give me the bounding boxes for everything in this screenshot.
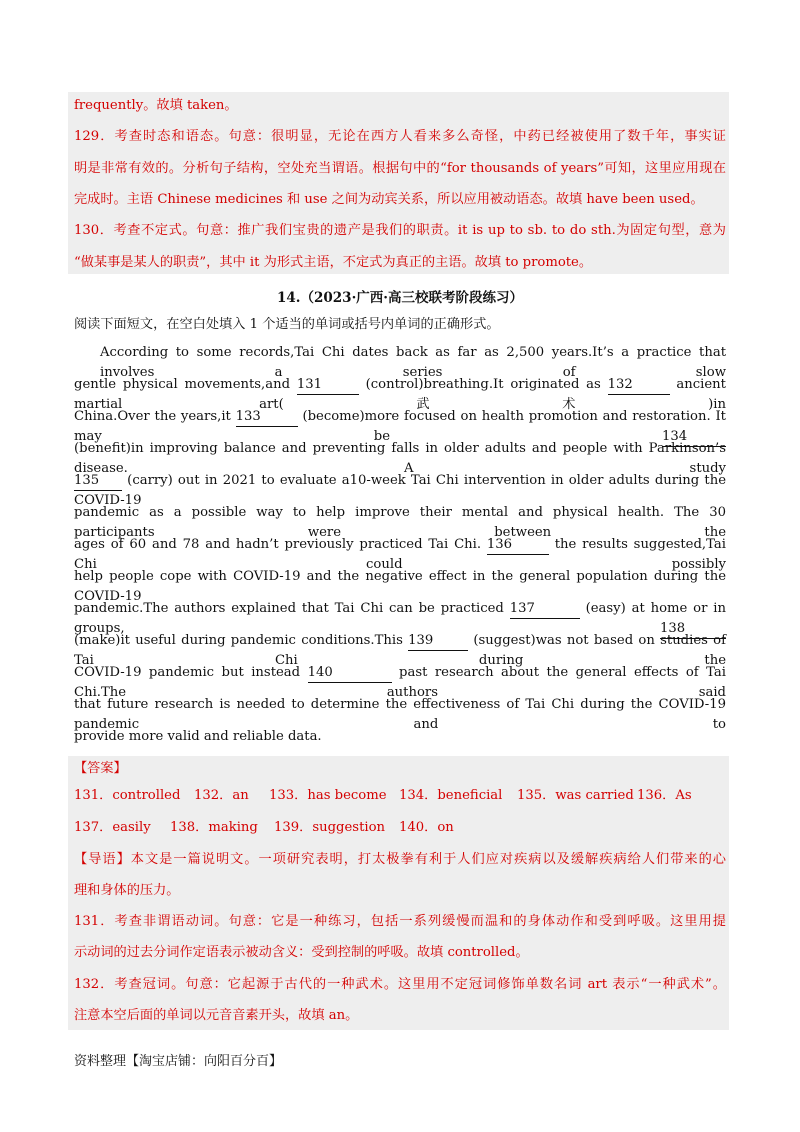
passage-text: help people cope with COVID-19 and the negative effect in the general population during the COVID-19 [74, 569, 726, 604]
passage-text: (suggest)was not based on studies of Tai Chi during the [74, 633, 726, 668]
blank-136[interactable]: 136 [487, 536, 549, 555]
blank-140[interactable]: 140 [308, 664, 392, 683]
passage-text: pandemic as a possible way to help improve their mental and physical health. The 30 participants were between the [74, 505, 726, 540]
answer-137: 137．easily [74, 820, 151, 835]
passage-text: ancient martial art(武术)in [74, 377, 726, 412]
answer-139: 139．suggestion [274, 820, 386, 835]
explain-131-line-1: 131．考查非谓语动词。句意：它是一种练习，包括一系列缓慢而温和的身体动作和受到呼吸。这里用提 [74, 914, 726, 929]
answers-row-1 [74, 786, 692, 806]
passage-text: gentle physical movements,and [74, 377, 291, 392]
blank-139[interactable]: 139 [408, 632, 468, 651]
answer-132: 132．an [194, 788, 249, 803]
passage-text: (benefit)in improving balance and preventing falls in older adults and people with Parkinson’s disease. A study [74, 441, 726, 476]
guide-line-2: 理和身体的压力。 [74, 883, 180, 898]
top-line-4: 完成时。主语 Chinese medicines 和 use 之间为动宾关系，所以应用被动语态。故填 have been used。 [74, 192, 704, 207]
top-line-2: 129．考查时态和语态。句意：很明显，无论在西方人看来多么奇怪，中药已经被使用了数千年，事实证 [74, 129, 726, 144]
passage-text: COVID-19 pandemic but instead [74, 665, 301, 680]
answer-133: 133．has become [269, 788, 387, 803]
passage-text: that future research is needed to determine the effectiveness of Tai Chi during the COVID-19 pandemic and to [74, 697, 726, 732]
answer-131: 131．controlled [74, 788, 181, 803]
passage-text: According to some records,Tai Chi dates back as far as 2,500 years.It’s a practice that involves a series of slow [100, 345, 726, 380]
question-title: 14.（2023·广西·高三校联考阶段练习） [277, 290, 523, 306]
explain-132-line-2: 注意本空后面的单词以元音音素开头，故填 an。 [74, 1008, 359, 1023]
top-line-3: 明是非常有效的。分析句子结构，空处充当谓语。根据句中的“for thousands of years”可知，这里应用现在 [74, 161, 726, 176]
passage-text: (control)breathing.It originated as [365, 377, 601, 392]
blank-134[interactable]: 134 [662, 428, 726, 447]
answer-140: 140．on [399, 820, 454, 835]
blank-135[interactable]: 135 [74, 472, 122, 491]
blank-131[interactable]: 131 [297, 376, 359, 395]
passage-line-13: provide more valid and reliable data. [74, 729, 322, 744]
explanation-box-top [68, 92, 729, 274]
answer-138: 138．making [170, 820, 258, 835]
passage-text: pandemic.The authors explained that Tai Chi can be practiced [74, 601, 504, 616]
passage-text: (carry) out in 2021 to evaluate a10-week Tai Chi intervention in older adults during the COVID-19 [74, 473, 726, 508]
top-line-1: frequently。故填 taken。 [74, 98, 238, 113]
answers-row-2 [74, 818, 454, 838]
passage-text: (become)more focused on health promotion and restoration. It may be [74, 409, 726, 444]
instruction: 阅读下面短文，在空白处填入 1 个适当的单词或括号内单词的正确形式。 [74, 317, 500, 332]
explain-131-line-2: 示动词的过去分词作定语表示被动含义：受到控制的呼吸。故填 controlled。 [74, 945, 529, 960]
answer-134: 134．beneficial [399, 788, 503, 803]
top-line-5: 130．考查不定式。句意：推广我们宝贵的遗产是我们的职责。it is up to sb. to do sth.为固定句型，意为 [74, 223, 726, 238]
answer-heading: 【答案】 [74, 761, 127, 776]
blank-138[interactable]: 138 [660, 620, 726, 639]
passage-text: past research about the general effects of Tai Chi.The authors said [74, 665, 727, 700]
passage-text: ages of 60 and 78 and hadn’t previously practiced Tai Chi. [74, 537, 482, 552]
passage-text: (easy) at home or in groups, [74, 601, 726, 636]
blank-132[interactable]: 132 [608, 376, 670, 395]
answer-135: 135．was carried [517, 788, 634, 803]
passage-text: the results suggested,Tai Chi could possibly [74, 537, 726, 572]
footer-credit: 资料整理【淘宝店铺：向阳百分百】 [74, 1054, 283, 1069]
passage-text: China.Over the years,it [74, 409, 231, 424]
answer-136: 136．As [637, 788, 692, 803]
top-line-6: “做某事是某人的职责”，其中 it 为形式主语，不定式为真正的主语。故填 to promote。 [74, 255, 593, 270]
explain-132-line-1: 132．考查冠词。句意：它起源于古代的一种武术。这里用不定冠词修饰单数名词 art 表示“一种武术”。 [74, 977, 726, 992]
blank-133[interactable]: 133 [236, 408, 298, 427]
guide-line-1: 【导语】本文是一篇说明文。一项研究表明，打太极拳有利于人们应对疾病以及缓解疾病给人们带来的心 [74, 852, 726, 867]
blank-137[interactable]: 137 [510, 600, 580, 619]
passage-text: (make)it useful during pandemic conditions.This [74, 633, 403, 648]
